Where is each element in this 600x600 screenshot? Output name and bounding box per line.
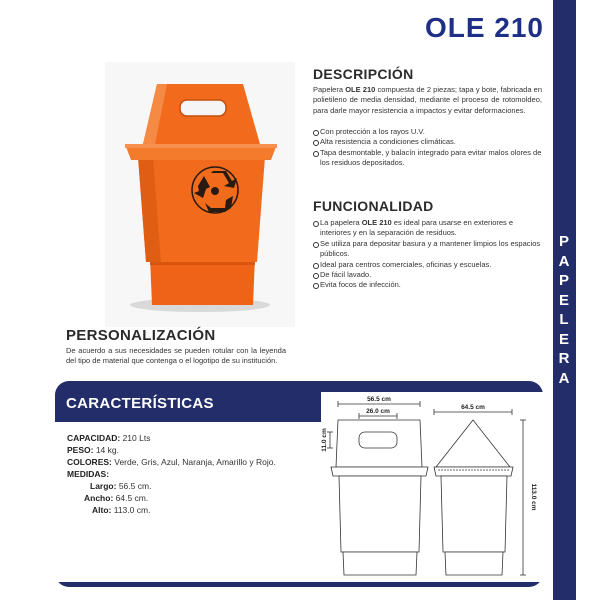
- list-item: Se utiliza para depositar basura y a mantener limpios los espacios públicos.: [313, 239, 544, 260]
- intro-text: Papelera: [313, 85, 346, 94]
- sidebar-letter: E: [558, 291, 569, 309]
- sidebar-letter: P: [558, 233, 569, 250]
- side-width-label: 64.5 cm: [461, 404, 485, 411]
- spec-value: 64.5 cm.: [115, 493, 149, 503]
- descripcion-bullets: [313, 127, 542, 169]
- spec-value: 56.5 cm.: [118, 481, 152, 491]
- spec-label: PESO:: [67, 445, 94, 455]
- product-code: OLE 210: [361, 218, 392, 227]
- spec-value: 14 kg.: [95, 445, 119, 455]
- item-text: La papelera: [320, 218, 362, 227]
- spec-value: 113.0 cm.: [113, 505, 151, 515]
- descripcion-heading: DESCRIPCIÓN: [313, 66, 414, 82]
- spec-label: CAPACIDAD:: [67, 433, 121, 443]
- sidebar-letter: P: [558, 272, 569, 289]
- list-item: [313, 218, 544, 239]
- opening-width-label: 26.0 cm: [366, 408, 390, 415]
- list-item: Ideal para centros comerciales, oficinas y escuelas.: [313, 260, 544, 270]
- caracteristicas-heading: CARACTERÍSTICAS: [66, 395, 214, 412]
- spec-label: Largo:: [90, 481, 117, 491]
- spec-largo: [90, 481, 151, 491]
- spec-label: COLORES:: [67, 457, 112, 467]
- spec-colores: [67, 457, 276, 467]
- sidebar-vertical-word: [554, 232, 574, 388]
- funcionalidad-bullets: [313, 218, 544, 291]
- dimension-drawing: [321, 392, 543, 582]
- sidebar-letter: A: [558, 252, 570, 270]
- page-title: OLE 210: [424, 12, 544, 43]
- product-code: OLE 210: [345, 85, 376, 94]
- list-item: Tapa desmontable, y balacín integrado para evitar malos olores de los residuos depositados.: [313, 148, 542, 169]
- list-item: Alta resistencia a condiciones climáticas.: [313, 137, 542, 147]
- spec-medidas: [67, 469, 109, 479]
- spec-alto: [92, 505, 150, 515]
- product-photo: [105, 62, 295, 327]
- opening-height-label: 11.0 cm: [321, 428, 328, 452]
- spec-value: 210 Lts: [122, 433, 151, 443]
- item-text: es ideal para usarse en exteriores e interiores y en la separación de residuos.: [320, 218, 514, 238]
- personalizacion-text: De acuerdo a sus necesidades se pueden rotular con la leyenda del tipo de material que contenga o el logotipo de su institución.: [66, 346, 286, 366]
- spec-capacidad: [67, 433, 150, 443]
- front-width-label: 56.5 cm: [367, 396, 391, 403]
- spec-peso: [67, 445, 119, 455]
- sidebar-letter: E: [558, 330, 569, 348]
- spec-value: Verde, Gris, Azul, Naranja, Amarillo y Rojo.: [114, 457, 276, 467]
- trash-bin-image: [105, 62, 295, 327]
- list-item: Evita focos de infección.: [313, 280, 544, 290]
- list-item: Con protección a los rayos U.V.: [313, 127, 542, 137]
- sidebar-letter: A: [558, 369, 570, 387]
- personalizacion-heading: PERSONALIZACIÓN: [66, 327, 216, 344]
- spec-label: MEDIDAS:: [67, 469, 110, 479]
- funcionalidad-heading: FUNCIONALIDAD: [313, 198, 434, 214]
- sidebar-letter: R: [558, 350, 570, 367]
- spec-ancho: [84, 493, 148, 503]
- list-item: De fácil lavado.: [313, 270, 544, 280]
- technical-diagram: [321, 392, 543, 582]
- height-label: 113.0 cm: [530, 483, 537, 511]
- spec-label: Alto:: [92, 505, 112, 515]
- descripcion-intro: [313, 85, 542, 116]
- spec-label: Ancho:: [84, 493, 114, 503]
- sidebar-letter: L: [559, 311, 569, 328]
- intro-text: compuesta de 2 piezas; tapa y bote, fabricada en polietileno de media densidad, mediante el proceso de rotomoldeo, para darle mayor resistencia a impactos y evitar deformaciones.: [313, 85, 543, 115]
